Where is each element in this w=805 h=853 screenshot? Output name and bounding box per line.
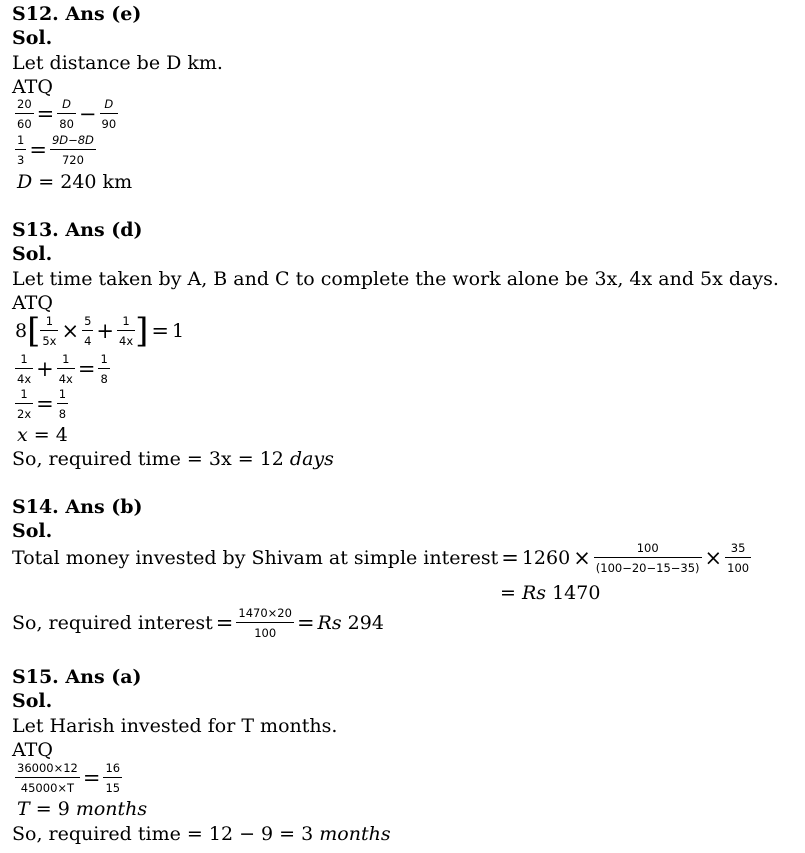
s13-equation-3: $\frac{1}{2x}$ = $\frac{1}{8}$ (17, 387, 67, 421)
s13-statement: Let time taken by A, B and C to complete the work alone be 3x, 4x and 5x days. (12, 268, 779, 290)
s15-atq: ATQ (12, 739, 53, 761)
s13-equation-2: $\frac{1}{4x}$ + $\frac{1}{4x}$ = $\frac{1}{8}$ (17, 352, 108, 386)
s12-statement: Let distance be D km. (12, 52, 223, 74)
fraction: $\frac{1}{4x}$ (17, 352, 32, 386)
fraction: $\frac{35}{100}$ (727, 541, 750, 575)
s12-equation-1: $\frac{20}{60}$ = $\frac{D}{80}$ − $\frac{D}{90}$ (17, 97, 117, 131)
fraction: $\frac{1470\times 20}{100}$ (238, 606, 292, 640)
fraction: $\frac{20}{60}$ (17, 97, 32, 131)
fraction: $\frac{1}{8}$ (100, 352, 108, 386)
s14-line-3: So, required interest = $\frac{1470\times 20}{100}$ = Rs 294 (12, 606, 384, 640)
fraction: $\frac{1}{8}$ (58, 387, 67, 421)
fraction: $\frac{1}{3}$ (17, 133, 25, 167)
s12-equation-2: $\frac{1}{3}$ = $\frac{9D-8D}{720}$ (17, 133, 94, 167)
s14-line-1: Total money invested by Shivam at simple interest = 1260 × $\frac{100}{(100-20-15-35)}$ × $\frac{35}{100}$ (12, 541, 750, 575)
s14-line-2: = Rs 1470 (500, 582, 601, 604)
s15-statement: Let Harish invested for T months. (12, 715, 338, 737)
s15-sol-label: Sol. (12, 690, 53, 712)
fraction: $\frac{D}{90}$ (101, 97, 117, 131)
s13-equation-1: 8 [ $\frac{1}{5x}$ × $\frac{5}{4}$ + $\frac{1}{4x}$ ] = 1 (15, 311, 185, 351)
s13-heading: S13. Ans (d) (12, 219, 143, 241)
s13-final-answer: So, required time = 3x = 12 days (12, 448, 334, 470)
s12-result: D = 240 km (17, 171, 133, 193)
s15-final-answer: So, required time = 12 − 9 = 3 months (12, 823, 391, 845)
fraction: $\frac{36000\times 12}{45000\times T}$ (17, 761, 78, 795)
fraction: $\frac{1}{4x}$ (58, 352, 73, 386)
fraction: $\frac{9D-8D}{720}$ (51, 133, 94, 167)
fraction: $\frac{1}{5x}$ (42, 314, 57, 348)
fraction: $\frac{1}{2x}$ (17, 387, 32, 421)
s13-atq: ATQ (12, 292, 53, 314)
s15-equation-1: $\frac{36000\times 12}{45000\times T}$ = $\frac{16}{15}$ (17, 761, 121, 795)
fraction: $\frac{D}{80}$ (59, 97, 74, 131)
s13-result: x = 4 (17, 424, 68, 446)
s14-sol-label: Sol. (12, 520, 53, 542)
fraction: $\frac{5}{4}$ (84, 314, 92, 348)
s15-heading: S15. Ans (a) (12, 666, 142, 688)
s13-sol-label: Sol. (12, 243, 53, 265)
fraction: $\frac{100}{(100-20-15-35)}$ (595, 541, 700, 575)
s15-result: T = 9 months (17, 798, 148, 820)
s12-heading: S12. Ans (e) (12, 3, 142, 25)
s14-heading: S14. Ans (b) (12, 496, 143, 518)
s12-atq: ATQ (12, 76, 53, 98)
fraction: $\frac{1}{4x}$ (119, 314, 134, 348)
s12-sol-label: Sol. (12, 27, 53, 49)
fraction: $\frac{16}{15}$ (105, 761, 121, 795)
